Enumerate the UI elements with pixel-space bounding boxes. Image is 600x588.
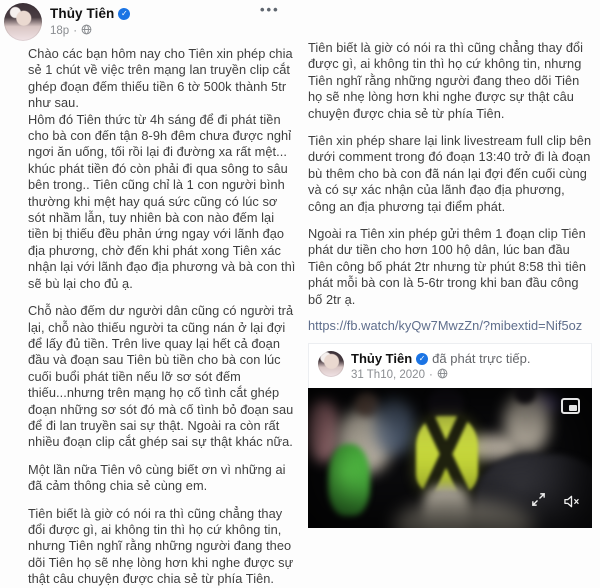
picture-in-picture-icon[interactable] xyxy=(561,398,580,414)
embedded-author-avatar[interactable] xyxy=(318,351,344,377)
post-header xyxy=(4,3,130,41)
post-paragraph: Hôm đó Tiên thức từ 4h sáng để đi phát tiền cho bà con đến tận 8-9h đêm chưa được nghỉ ngơi ăn uống, tối rồi lại đi đường xa rất mệt... khúc phát tiền đó còn phải đi qua sông to sâu bên trong.. Tiên cũng chỉ là 1 con người bình thường khi mệt hay quá sức cũng có lúc sơ sót nhầm lẫn, tuy nhiên bà con nào đếm lại tiền bị thiếu đều phản ứng ngay với lãnh đạo địa phương, chờ đến khi phát xong Tiên xác nhận lại với lãnh đạo địa phương và bà con thì sẽ bù lại cho đủ ạ. xyxy=(28,111,296,291)
post-timestamp[interactable]: 18p xyxy=(50,25,70,37)
post-paragraph: Tiên biết là giờ có nói ra thì cũng chẳng thay đổi được gì, ai không tin thì họ cứ không tin, nhưng Tiên nghĩ rằng những người đang theo dõi Tiên họ sẽ nhẹ lòng hơn khi nghe được sự thật câu chuyện được chia sẻ từ phía Tiên. xyxy=(28,505,294,587)
more-options-button[interactable]: ••• xyxy=(260,2,280,17)
post-paragraph: Một lần nữa Tiên vô cùng biết ơn vì những ai đã cảm thông chia sẻ cùng em. xyxy=(28,461,286,494)
post-paragraph: Ngoài ra Tiên xin phép gửi thêm 1 đoạn clip Tiên phát dư tiền cho hơn 100 hộ dân, lúc ban đầu Tiên công bố phát 2tr nhưng từ phút 8:58 thì tiên phát mỗi bà con là 5-6tr trong khi ban đầu công bố 2tr ạ. xyxy=(308,226,587,307)
fullscreen-icon[interactable] xyxy=(531,492,546,512)
live-video-thumbnail[interactable] xyxy=(308,388,592,528)
embedded-post-header xyxy=(309,344,591,388)
post-paragraph: Tiên xin phép share lại link livestream full clip bên dưới comment trong đó đoạn 13:40 trở đi là đoạn bù thêm cho bà con đã nán lại đợi đến cuối cùng và có sự xác nhận của lãnh đạo địa phương, công an địa phương tại điểm phát. xyxy=(308,133,592,214)
post-paragraph: Chỗ nào đếm dư người dân cũng có người trả lại, chỗ nào thiếu người ta cũng nán ở lại đợi để lấy đủ tiền. Trên live quay lại hết cả đoạn đầu và đoạn sau Tiên bù tiền cho bà con lúc cuối buổi phát tiền nếu lỡ sơ sót đếm thiếu...nhưng trên mạng họ cố tình cắt ghép đoạn những sơ sót đó mà cố tình bỏ đoạn sau để đi lan truyền sai sự thật. Ngoài ra còn rất nhiều đoạn clip cắt ghép sai sự thật khác nữa. xyxy=(28,303,294,450)
embedded-action-text: đã phát trực tiếp. xyxy=(432,351,531,367)
globe-icon xyxy=(81,24,92,38)
meta-separator: · xyxy=(428,369,433,382)
embedded-post-date[interactable]: 31 Th10, 2020 xyxy=(351,369,425,382)
post-paragraph: Chào các bạn hôm nay cho Tiên xin phép chia sẻ 1 chút về việc trên mạng lan truyền clip cắt ghép đoạn đếm thiếu tiền 6 tờ 500k thành 5tr như sau. xyxy=(28,46,293,111)
post-paragraph: Tiên biết là giờ có nói ra thì cũng chẳng thay đổi được gì, ai không tin thì họ cứ không tin, nhưng Tiên nghĩ rằng những người đang theo dõi Tiên họ sẽ nhẹ lòng hơn khi nghe được sự thật câu chuyện được chia sẻ từ phía Tiên. xyxy=(308,40,584,121)
post-text-column-left xyxy=(28,46,296,588)
embedded-author-name[interactable]: Thủy Tiên xyxy=(351,351,413,367)
embedded-shared-post[interactable] xyxy=(308,343,592,528)
verified-badge-icon: ✓ xyxy=(416,353,428,365)
fb-watch-link[interactable]: https://fb.watch/kyQw7MwzZn/?mibextid=Nif5oz xyxy=(308,318,583,334)
video-vignette xyxy=(308,388,592,528)
post-text-column-right xyxy=(308,40,592,528)
meta-separator: · xyxy=(73,25,78,37)
verified-badge-icon: ✓ xyxy=(118,8,130,20)
author-avatar[interactable] xyxy=(4,3,42,41)
globe-icon xyxy=(437,368,448,382)
author-name[interactable]: Thủy Tiên xyxy=(50,6,115,21)
muted-speaker-icon[interactable] xyxy=(563,494,580,514)
